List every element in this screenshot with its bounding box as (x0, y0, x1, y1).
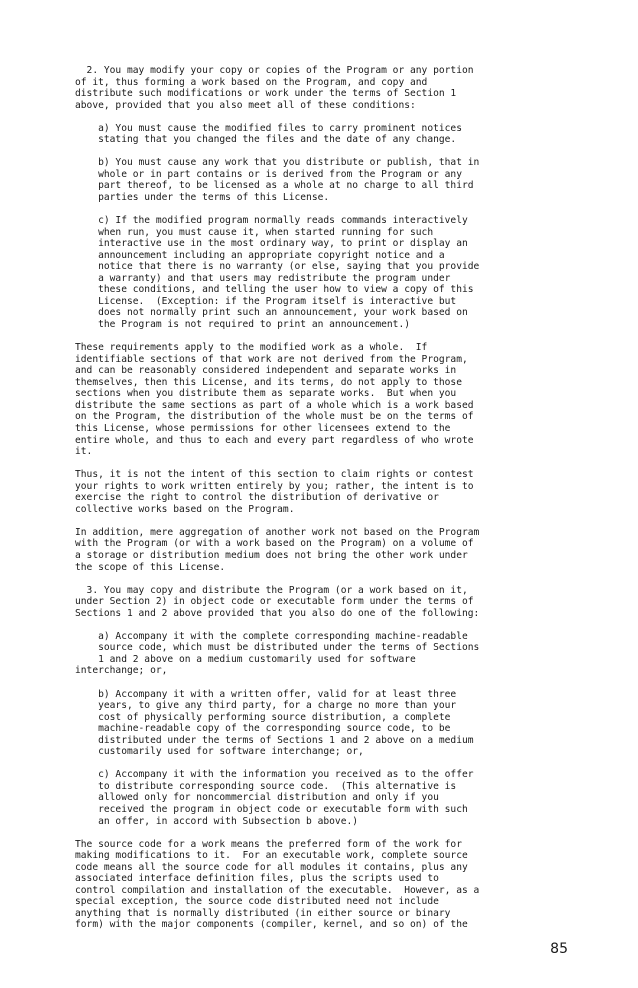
text-line: making modifications to it. For an executable work, complete source (75, 850, 468, 862)
text-line: form) with the major components (compiler, kernel, and so on) of the (75, 919, 468, 931)
text-line: on the Program, the distribution of the whole must be on the terms of (75, 411, 474, 423)
text-line: above, provided that you also meet all of these conditions: (75, 99, 416, 111)
text-line: allowed only for noncommercial distribution and only if you (75, 792, 439, 804)
text-line: cost of physically performing source distribution, a complete (75, 711, 451, 723)
text-line: an offer, in accord with Subsection b above.) (75, 815, 359, 827)
text-line: notice that there is no warranty (or else, saying that you provide (75, 261, 480, 273)
text-line: sections when you distribute them as separate works. But when you (75, 388, 457, 400)
text-line: themselves, then this License, and its terms, do not apply to those (75, 376, 462, 388)
text-line: 3. You may copy and distribute the Program (or a work based on it, (75, 584, 468, 596)
text-line: whole or in part contains or is derived from the Program or any (75, 168, 462, 180)
text-line: distribute such modifications or work under the terms of Section 1 (75, 88, 457, 100)
text-line: b) You must cause any work that you distribute or publish, that in (75, 157, 480, 169)
text-line: License. (Exception: if the Program itself is interactive but (75, 295, 457, 307)
text-line: c) Accompany it with the information you received as to the offer (75, 769, 474, 781)
text-line: Sections 1 and 2 above provided that you also do one of the following: (75, 607, 480, 619)
text-line: code means all the source code for all modules it contains, plus any (75, 861, 468, 873)
text-line: collective works based on the Program. (75, 503, 295, 515)
text-line: your rights to work written entirely by you; rather, the intent is to (75, 480, 474, 492)
text-line: these conditions, and telling the user how to view a copy of this (75, 284, 474, 296)
text-line: 1 and 2 above on a medium customarily used for software (75, 653, 416, 665)
text-line: a) You must cause the modified files to carry prominent notices (75, 122, 462, 134)
text-line: a warranty) and that users may redistribute the program under (75, 272, 451, 284)
text-line: entire whole, and thus to each and every part regardless of who wrote (75, 434, 474, 446)
text-line: announcement including an appropriate copyright notice and a (75, 249, 445, 261)
text-line: parties under the terms of this License. (75, 192, 330, 204)
text-line: interchange; or, (75, 665, 168, 677)
text-line: interactive use in the most ordinary way, to print or display an (75, 238, 468, 250)
text-line: associated interface definition files, plus the scripts used to (75, 873, 439, 885)
text-line: of it, thus forming a work based on the Program, and copy and (75, 76, 428, 88)
text-line: years, to give any third party, for a charge no more than your (75, 700, 457, 712)
license-text (75, 65, 479, 931)
text-line: customarily used for software interchange; or, (75, 746, 364, 758)
text-line: the scope of this License. (75, 561, 226, 573)
text-line: a storage or distribution medium does not bring the other work under (75, 549, 468, 561)
text-line: with the Program (or with a work based on the Program) on a volume of (75, 538, 474, 550)
text-line: a) Accompany it with the complete corresponding machine-readable (75, 630, 468, 642)
text-line: control compilation and installation of the executable. However, as a (75, 884, 480, 896)
text-line: when run, you must cause it, when started running for such (75, 226, 434, 238)
text-line: special exception, the source code distributed need not include (75, 896, 439, 908)
text-line: identifiable sections of that work are not derived from the Program, (75, 353, 468, 365)
text-line: to distribute corresponding source code. (This alternative is (75, 780, 457, 792)
page-number: 85 (550, 941, 568, 957)
text-line: this License, whose permissions for other licensees extend to the (75, 422, 451, 434)
text-line: under Section 2) in object code or executable form under the terms of (75, 596, 474, 608)
text-line: These requirements apply to the modified work as a whole. If (75, 342, 428, 354)
text-line: received the program in object code or executable form with such (75, 804, 468, 815)
text-line: the Program is not required to print an announcement.) (75, 319, 411, 331)
text-line: c) If the modified program normally reads commands interactively (75, 215, 468, 227)
text-line: In addition, mere aggregation of another work not based on the Program (75, 526, 480, 538)
text-line: it. (75, 446, 93, 458)
text-line: exercise the right to control the distribution of derivative or (75, 492, 439, 504)
text-line: machine-readable copy of the corresponding source code, to be (75, 723, 451, 735)
text-line: The source code for a work means the preferred form of the work for (75, 838, 462, 850)
text-line: 2. You may modify your copy or copies of the Program or any portion (75, 65, 474, 76)
text-line: b) Accompany it with a written offer, valid for at least three (75, 688, 457, 700)
text-line: distributed under the terms of Sections 1 and 2 above on a medium (75, 734, 474, 746)
text-line: stating that you changed the files and the date of any change. (75, 134, 457, 146)
text-line: Thus, it is not the intent of this section to claim rights or contest (75, 469, 474, 481)
text-line: part thereof, to be licensed as a whole at no charge to all third (75, 180, 474, 192)
text-line: anything that is normally distributed (in either source or binary (75, 907, 451, 919)
text-line: and can be reasonably considered independent and separate works in (75, 365, 457, 377)
text-line: source code, which must be distributed under the terms of Sections (75, 642, 480, 654)
text-line: does not normally print such an announcement, your work based on (75, 307, 468, 319)
text-line: distribute the same sections as part of a whole which is a work based (75, 399, 474, 411)
